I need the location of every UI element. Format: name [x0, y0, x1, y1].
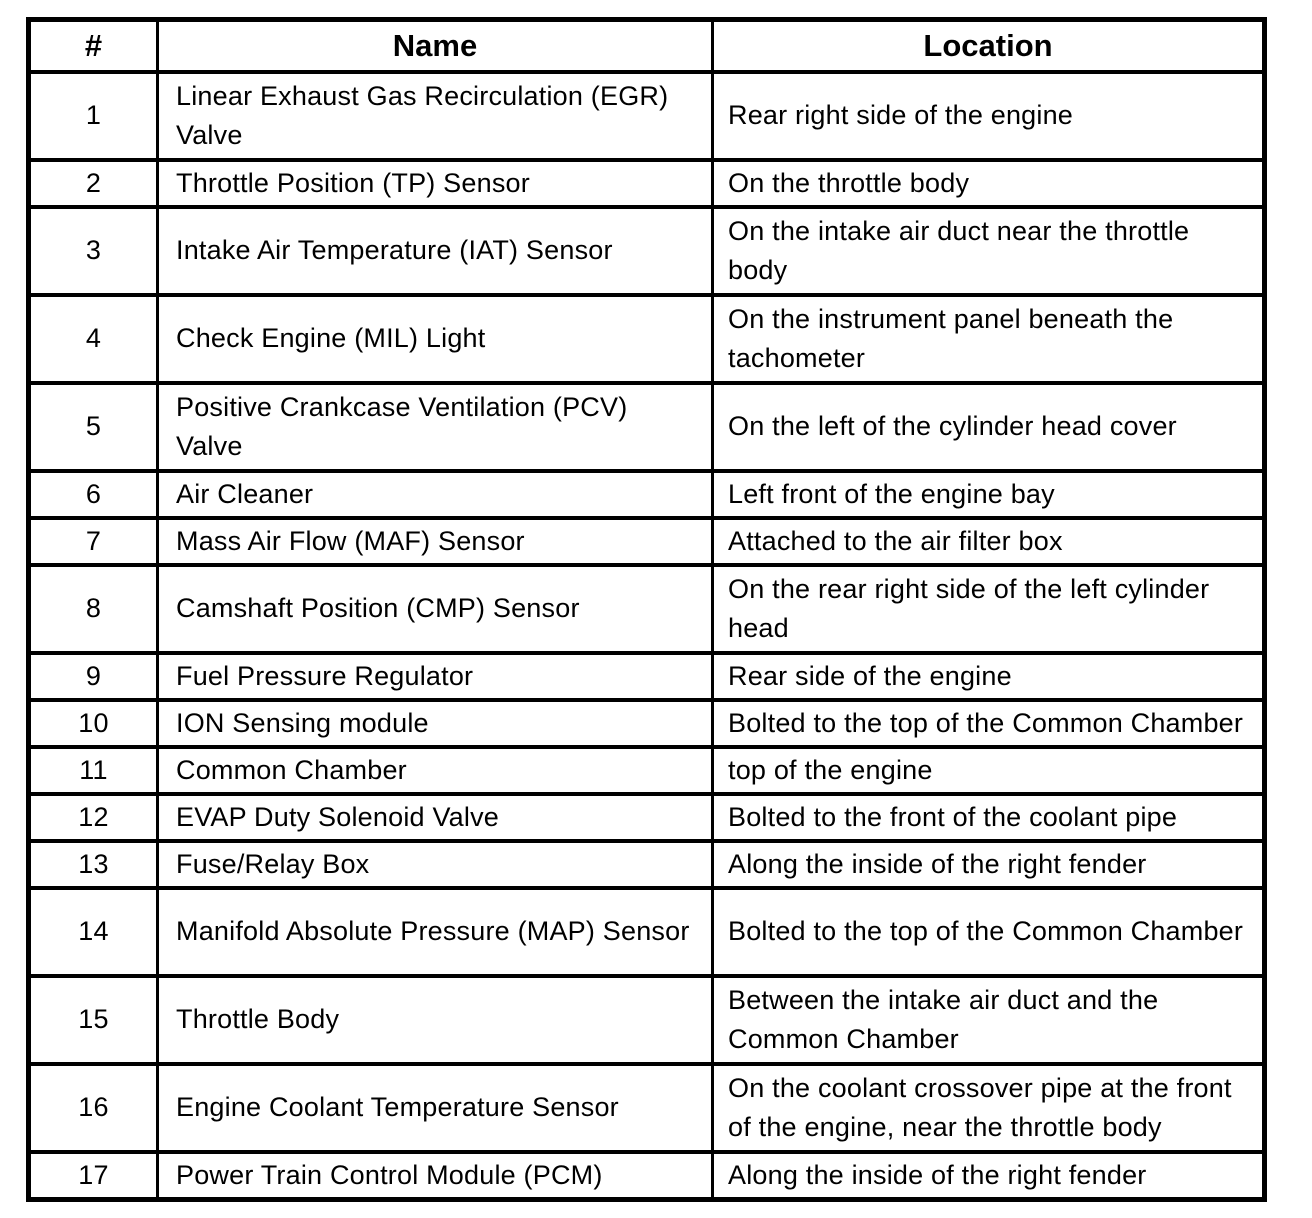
column-header-number: # — [29, 20, 158, 72]
table-row — [29, 72, 1265, 160]
row-number-cell: 17 — [29, 1152, 158, 1200]
table-row — [29, 565, 1265, 653]
row-number-cell: 15 — [29, 976, 158, 1064]
table-row — [29, 1152, 1265, 1200]
table-row — [29, 518, 1265, 565]
component-location-cell: On the instrument panel beneath the tachometer — [713, 295, 1265, 383]
component-location-cell: On the coolant crossover pipe at the front of the engine, near the throttle body — [713, 1064, 1265, 1152]
row-number-cell: 3 — [29, 207, 158, 295]
component-location-cell: On the rear right side of the left cylinder head — [713, 565, 1265, 653]
component-location-cell: Bolted to the top of the Common Chamber — [713, 700, 1265, 747]
component-location-cell: Left front of the engine bay — [713, 471, 1265, 518]
column-header-location: Location — [713, 20, 1265, 72]
table-row — [29, 1064, 1265, 1152]
component-location-cell: Attached to the air filter box — [713, 518, 1265, 565]
row-number-cell: 11 — [29, 747, 158, 794]
table-row — [29, 653, 1265, 700]
component-name-cell: EVAP Duty Solenoid Valve — [158, 794, 713, 841]
row-number-cell: 9 — [29, 653, 158, 700]
component-name-cell: Mass Air Flow (MAF) Sensor — [158, 518, 713, 565]
table-row — [29, 794, 1265, 841]
component-name-cell: Camshaft Position (CMP) Sensor — [158, 565, 713, 653]
row-number-cell: 4 — [29, 295, 158, 383]
table-row — [29, 207, 1265, 295]
component-name-cell: Engine Coolant Temperature Sensor — [158, 1064, 713, 1152]
component-location-cell: On the throttle body — [713, 160, 1265, 207]
table-row — [29, 976, 1265, 1064]
component-location-cell: On the left of the cylinder head cover — [713, 383, 1265, 471]
component-location-cell: Between the intake air duct and the Common Chamber — [713, 976, 1265, 1064]
component-name-cell: Check Engine (MIL) Light — [158, 295, 713, 383]
component-location-cell: Rear right side of the engine — [713, 72, 1265, 160]
component-location-cell: top of the engine — [713, 747, 1265, 794]
row-number-cell: 8 — [29, 565, 158, 653]
table-row — [29, 295, 1265, 383]
engine-components-table — [26, 17, 1267, 1202]
column-header-name: Name — [158, 20, 713, 72]
component-name-cell: Throttle Position (TP) Sensor — [158, 160, 713, 207]
table-row — [29, 383, 1265, 471]
table-row — [29, 888, 1265, 976]
component-name-cell: Common Chamber — [158, 747, 713, 794]
component-location-cell: Bolted to the front of the coolant pipe — [713, 794, 1265, 841]
row-number-cell: 14 — [29, 888, 158, 976]
component-name-cell: Intake Air Temperature (IAT) Sensor — [158, 207, 713, 295]
row-number-cell: 1 — [29, 72, 158, 160]
table-header-row — [29, 20, 1265, 72]
component-location-cell: On the intake air duct near the throttle body — [713, 207, 1265, 295]
component-name-cell: Fuse/Relay Box — [158, 841, 713, 888]
table-row — [29, 471, 1265, 518]
component-name-cell: Fuel Pressure Regulator — [158, 653, 713, 700]
component-location-cell: Bolted to the top of the Common Chamber — [713, 888, 1265, 976]
table-row — [29, 747, 1265, 794]
component-location-cell: Along the inside of the right fender — [713, 1152, 1265, 1200]
row-number-cell: 13 — [29, 841, 158, 888]
table-row — [29, 700, 1265, 747]
row-number-cell: 2 — [29, 160, 158, 207]
table-row — [29, 841, 1265, 888]
component-location-cell: Along the inside of the right fender — [713, 841, 1265, 888]
row-number-cell: 7 — [29, 518, 158, 565]
component-name-cell: Linear Exhaust Gas Recirculation (EGR) Valve — [158, 72, 713, 160]
row-number-cell: 6 — [29, 471, 158, 518]
table-row — [29, 160, 1265, 207]
component-name-cell: ION Sensing module — [158, 700, 713, 747]
component-name-cell: Manifold Absolute Pressure (MAP) Sensor — [158, 888, 713, 976]
component-name-cell: Positive Crankcase Ventilation (PCV) Valve — [158, 383, 713, 471]
row-number-cell: 12 — [29, 794, 158, 841]
row-number-cell: 5 — [29, 383, 158, 471]
row-number-cell: 16 — [29, 1064, 158, 1152]
component-name-cell: Power Train Control Module (PCM) — [158, 1152, 713, 1200]
component-name-cell: Throttle Body — [158, 976, 713, 1064]
component-location-cell: Rear side of the engine — [713, 653, 1265, 700]
component-name-cell: Air Cleaner — [158, 471, 713, 518]
row-number-cell: 10 — [29, 700, 158, 747]
